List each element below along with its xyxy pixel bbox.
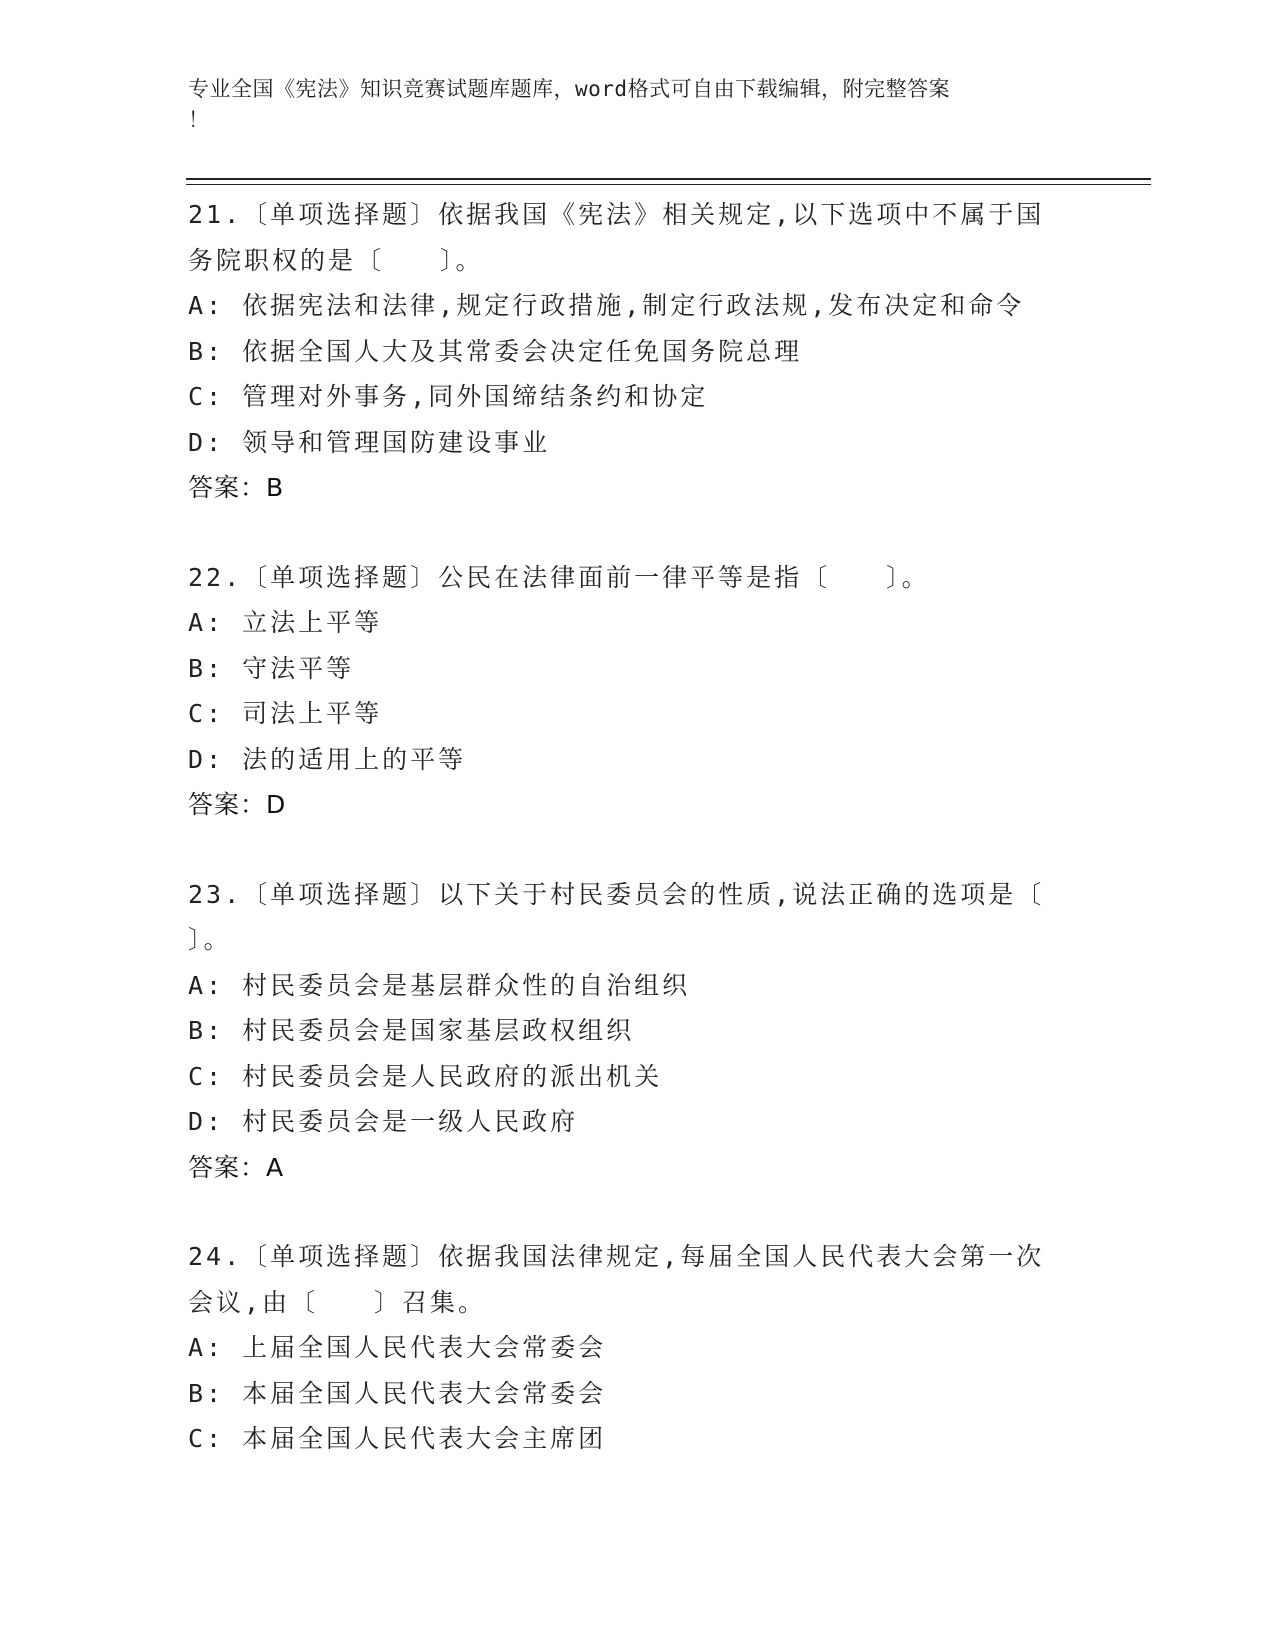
document-header [188,74,1068,136]
header-line: 专业全国《宪法》知识竞赛试题库题库，word格式可自由下载编辑，附完整答案 [188,77,951,101]
option-a: A: 上届全国人民代表大会常委会 [188,1333,607,1362]
option-a: A: 依据宪法和法律,规定行政措施,制定行政法规,发布决定和命令 [188,291,1025,320]
answer-line: 答案：A [188,1152,285,1182]
question-list [188,192,1088,1462]
option-b: B: 本届全国人民代表大会常委会 [188,1378,607,1408]
question-stem [188,555,1088,601]
option-c: C: 村民委员会是人民政府的派出机关 [188,1061,663,1091]
option-a: A: 村民委员会是基层群众性的自治组织 [188,970,691,1000]
answer-line: 答案：D [188,790,287,819]
question-stem [188,872,1088,963]
question-item [188,555,1088,828]
header-divider [186,178,1151,180]
header-divider [186,184,1151,185]
question-item [188,192,1088,511]
stem-line: 24.〔单项选择题〕依据我国法律规定,每届全国人民代表大会第一次 [188,1242,1045,1271]
header-line: ！ [188,108,210,132]
question-item [188,872,1088,1191]
question-stem [188,192,1088,283]
option-c: C: 本届全国人民代表大会主席团 [188,1424,607,1453]
option-c: C: 管理对外事务,同外国缔结条约和协定 [188,382,709,411]
question-stem [188,1234,1088,1325]
option-b: B: 依据全国人大及其常委会决定任免国务院总理 [188,336,803,366]
stem-line: 会议,由〔 〕召集。 [188,1287,487,1317]
stem-line: 〕。 [188,925,232,954]
answer-line: 答案：B [188,473,285,502]
question-item [188,1234,1088,1462]
option-c: C: 司法上平等 [188,699,383,728]
option-b: B: 村民委员会是国家基层政权组织 [188,1016,635,1045]
option-d: D: 村民委员会是一级人民政府 [188,1107,579,1136]
option-d: D: 法的适用上的平等 [188,744,467,774]
stem-line: 22.〔单项选择题〕公民在法律面前一律平等是指〔 〕。 [188,562,930,592]
stem-line: 务院职权的是〔 〕。 [188,245,484,275]
stem-line: 21.〔单项选择题〕依据我国《宪法》相关规定,以下选项中不属于国 [188,200,1045,229]
option-b: B: 守法平等 [188,653,355,683]
stem-line: 23.〔单项选择题〕以下关于村民委员会的性质,说法正确的选项是〔 [188,879,1045,909]
option-d: D: 领导和管理国防建设事业 [188,427,551,457]
option-a: A: 立法上平等 [188,608,383,637]
